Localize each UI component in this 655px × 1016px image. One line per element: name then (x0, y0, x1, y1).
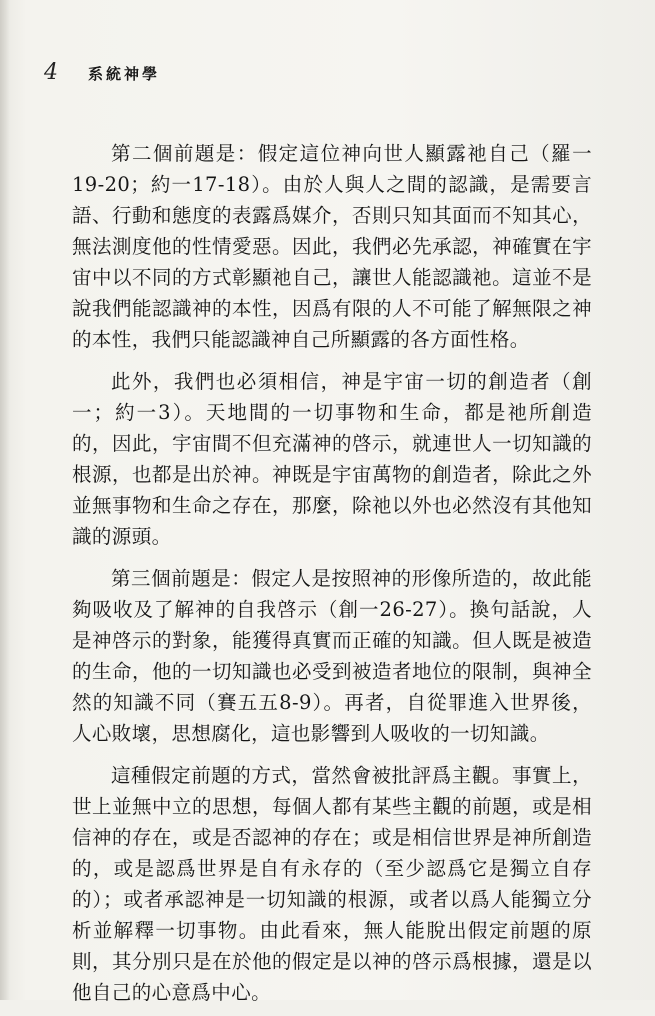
running-header (44, 60, 160, 86)
body-text (72, 138, 592, 1016)
paragraph-third-premise: 第三個前題是：假定人是按照神的形像所造的，故此能夠吸收及了解神的自我啓示（創一26-27）。換句話說，人是神啓示的對象，能獲得真實而正確的知識。但人既是被造的生命，他的一切知識也必受到被造者地位的限制，與神全然的知識不同（賽五五8-9）。再者，自從罪進入世界後，人心敗壞，思想腐化，這也影響到人吸收的一切知識。 (72, 567, 592, 745)
paragraph-subjectivity: 這種假定前題的方式，當然會被批評爲主觀。事實上，世上並無中立的思想，每個人都有某些主觀的前題，或是相信神的存在，或是否認神的存在；或是相信世界是神所創造的，或是認爲世界是自有永存的（至少認爲它是獨立自存的）；或者承認神是一切知識的根源，或者以爲人能獨立分析並解釋一切事物。由此看來，無人能脫出假定前題的原則，其分別只是在於他的假定是以神的啓示爲根據，還是以他自己的心意爲中心。 (72, 764, 592, 1004)
paragraph-creator: 此外，我們也必須相信，神是宇宙一切的創造者（創一；約一3）。天地間的一切事物和生命，都是祂所創造的，因此，宇宙間不但充滿神的啓示，就連世人一切知識的根源，也都是出於神。神既是宇宙萬物的創造者，除此之外並無事物和生命之存在，那麼，除祂以外也必然沒有其他知識的源頭。 (72, 370, 592, 548)
page-edge-shadow (0, 0, 10, 1000)
paragraph-second-premise: 第二個前題是：假定這位神向世人顯露祂自己（羅一19-20；約一17-18）。由於人與人之間的認識，是需要言語、行動和態度的表露爲媒介，否則只知其面而不知其心，無法測度他的性情愛惡。因此，我們必先承認，神確實在宇宙中以不同的方式彰顯祂自己，讓世人能認識祂。這並不是說我們能認識神的本性，因爲有限的人不可能了解無限之神的本性，我們只能認識神自己所顯露的各方面性格。 (72, 142, 592, 351)
running-title: 系統神學 (88, 65, 161, 83)
page-number: 4 (44, 60, 58, 85)
